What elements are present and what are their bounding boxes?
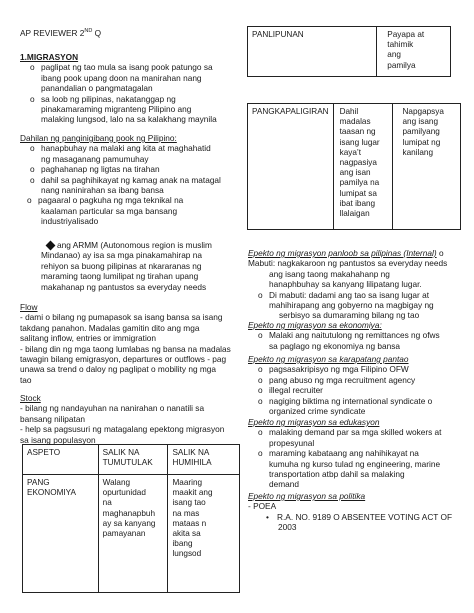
epekto-karapatang-section xyxy=(248,354,460,416)
flow-line: salitang inflow, entries or immigration xyxy=(20,333,157,344)
list-item-cont: kaalaman particular sa mga bansang xyxy=(41,205,178,216)
list-item-cont: pinakamaraming migranteng Pilipino ang xyxy=(41,104,192,115)
text-line: hanaphbuhay sa kanyang lilipatang lugar. xyxy=(269,279,422,290)
list-item: o nagiging biktima ng international syndicate o xyxy=(258,395,433,406)
table-cell: PANLIPUNAN xyxy=(248,27,377,77)
list-item: o dahil sa paghihikayat ng kamag anak na matagal xyxy=(30,174,221,185)
table-row xyxy=(248,27,451,77)
epekto-politika-section xyxy=(248,491,460,533)
armm-paragraph xyxy=(20,240,242,292)
list-item: o Malaki ang naitutulong ng remittances ng ofws xyxy=(258,330,440,341)
table-cell: PANGKAPALIGIRAN xyxy=(248,104,334,230)
list-item-cont: 2003 xyxy=(278,522,297,533)
table-cell: Napgapsya ang isang pamilyang lumipat ng kanilang xyxy=(392,104,461,230)
title-prefix: AP REVIEWER 2 xyxy=(20,28,85,38)
panlipunan-table xyxy=(247,26,451,77)
flow-line: - dami o bilang ng pumapasok sa isang bansa sa isang xyxy=(20,312,223,323)
list-item-cont: transportation atbp dahil sa malaking xyxy=(269,469,405,480)
list-item: o sa loob ng pilipinas, nakatanggap ng xyxy=(30,93,176,104)
table-header-row xyxy=(23,445,240,475)
stock-section xyxy=(20,393,242,445)
flow-section xyxy=(20,302,242,385)
list-item-cont: ng masaganang pamumuhay xyxy=(41,153,149,164)
epekto-panloob-section xyxy=(248,248,460,321)
list-item: o illegal recruiter xyxy=(258,385,323,396)
list-item-cont: mahihirapang ang gobyerno na magbigay ng xyxy=(269,300,434,311)
section-heading: Epekto ng migrasyon sa ekonomiya: xyxy=(248,320,382,330)
table-header-cell: SALIK NA TUMUTULAK xyxy=(98,445,168,475)
table-cell: PANG EKONOMIYA xyxy=(23,475,99,593)
dahilan-heading: Dahilan ng panginigibang pook ng Pilipino: xyxy=(20,133,177,143)
epekto-panloob-heading-line: Epekto ng migrasyon panloob sa pilipinas (Internal) o xyxy=(248,248,444,258)
table-cell: Payapa at tahimik ang pamilya xyxy=(377,27,451,77)
armm-line: maraming taong lumilipat ng tirahan upang xyxy=(41,271,199,282)
list-item-cont: ibang pook upang doon na manirahan nang xyxy=(41,72,202,83)
flow-heading: Flow xyxy=(20,302,38,312)
flow-line: takdang panahon. Madalas gamitin dito ang mga xyxy=(20,322,200,333)
armm-line: Mindanao) ay isa sa mga pinakamahirap na xyxy=(41,250,202,261)
list-item-cont: demand xyxy=(269,479,299,490)
list-item: o paglipat ng tao mula sa isang pook patungo sa xyxy=(30,62,213,73)
section-heading: Epekto ng migrasyon sa karapatang pantao xyxy=(248,354,409,364)
table-cell: Walang opurtunidad na maghanapbuh ay sa kanyang pamayanan xyxy=(98,475,168,593)
list-item: o paghahanap ng ligtas na tirahan xyxy=(30,164,160,175)
list-item: o pagsasakripisyo ng mga Filipino OFW xyxy=(258,364,409,375)
table-header-cell: ASPETO xyxy=(23,445,99,475)
diamond-bullet-icon xyxy=(46,241,56,251)
title-suffix: Q xyxy=(92,28,102,38)
epekto-edukasyon-section xyxy=(248,417,460,490)
list-item-cont: serbisyo sa dumaraming bilang ng tao xyxy=(279,310,420,321)
flow-line: tao xyxy=(20,374,32,385)
list-item-cont: sa paglago ng ekonomiya ng bansa xyxy=(269,340,401,351)
list-item: • R.A. NO. 9189 O ABSENTEE VOTING ACT OF xyxy=(266,511,453,522)
migrasyon-section xyxy=(20,52,242,125)
list-item-cont: kumuha ng kurso tulad ng engineering, marine xyxy=(269,458,441,469)
text-line: Mabuti: nagkakaroon ng pantustos sa everyday needs xyxy=(248,258,448,269)
list-item-cont: organized crime syndicate xyxy=(269,406,366,417)
flow-line: unawa sa trend o daloy ng paglipat o mobility ng mga xyxy=(20,364,217,375)
aspeto-table xyxy=(22,444,240,593)
text-line: - POEA xyxy=(248,501,277,512)
stock-line: - bilang ng nandayuhan na nanirahan o nanatili sa xyxy=(20,403,205,414)
list-item: o maraming kabataang ang nahihikayat na xyxy=(258,448,419,459)
flow-line: - bilang din ng mga taong lumlabas ng bansa na madalas xyxy=(20,343,231,354)
title-sup: ND xyxy=(84,28,93,34)
list-item-cont: nang naninirahan sa ibang bansa xyxy=(41,185,164,196)
list-item: o pagaaral o pagkuha ng mga teknikal na xyxy=(27,195,184,206)
page-title xyxy=(20,28,242,38)
table-cell: Maaring maakit ang isang tao na mas mataas n akita sa ibang lungsod xyxy=(168,475,240,593)
list-item-cont: propesyunal xyxy=(269,437,315,448)
stock-line: bansang nilipatan xyxy=(20,413,86,424)
table-row xyxy=(248,104,461,230)
list-item: o malaking demand par sa mga skilled wokers at xyxy=(258,427,442,438)
migrasyon-heading: 1.MIGRASYON xyxy=(20,52,79,62)
list-item: o Di mabuti: dadami ang tao sa isang lugar at xyxy=(258,289,430,300)
list-item: o hanapbuhay na malaki ang kita at maghahatid xyxy=(30,143,211,154)
armm-line: makahanap ng pantustos sa everyday needs xyxy=(41,281,207,292)
list-item-cont: panandalian o pangmatagalan xyxy=(41,83,153,94)
table-row xyxy=(23,475,240,593)
section-heading: Epekto ng migrasyon sa politika xyxy=(248,491,366,501)
stock-heading: Stock xyxy=(20,393,41,403)
list-item: o pang abuso ng mga recruitment agency xyxy=(258,374,416,385)
epekto-ekonomiya-section xyxy=(248,320,460,351)
table-cell: Dahil madalas taasan ng isang lugar kaya’t nagpasiya ang isan pamilya na lumipat sa ibat ibang llalaigan xyxy=(333,104,392,230)
dahilan-section xyxy=(20,133,242,227)
list-item-cont: malaking lungsod, lalo na sa kalakhang maynila xyxy=(41,114,217,125)
table-header-cell: SALIK NA HUMIHILA xyxy=(168,445,240,475)
stock-line: sa isang populasyon xyxy=(20,434,96,445)
pangkapaligiran-table xyxy=(247,103,461,230)
section-heading: Epekto ng migrasyon sa edukasyon xyxy=(248,417,380,427)
armm-line: rehiyon sa buong pilipinas at nkararanas ng xyxy=(41,260,202,271)
text-line: ang isang taong makahahanp ng xyxy=(269,268,390,279)
armm-line: ang ARMM (Autonomous region is muslim xyxy=(20,240,242,250)
stock-line: - help sa pagsusuri ng matagalang epektong migrasyon xyxy=(20,424,225,435)
list-item-cont: industriyalisado xyxy=(41,216,99,227)
flow-line: tawagin bilang emigrasyon, departures or outflows - pag xyxy=(20,354,227,365)
